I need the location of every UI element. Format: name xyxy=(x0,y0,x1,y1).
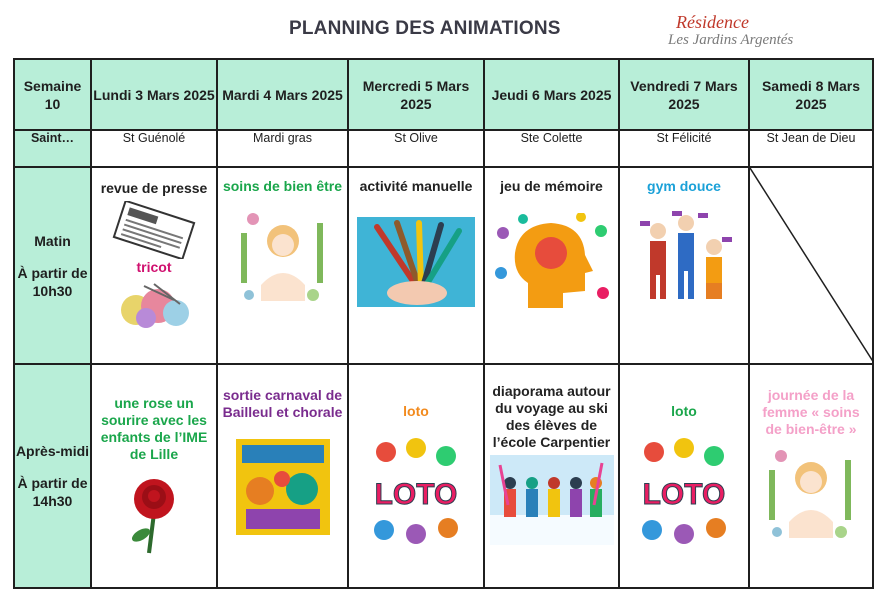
activity-cell-wednesday-am xyxy=(348,167,484,364)
spa-woman-icon xyxy=(765,440,857,544)
morning-label: Matin xyxy=(34,232,71,249)
saint-wednesday: St Olive xyxy=(348,130,484,167)
saint-friday: St Félicité xyxy=(619,130,749,167)
activity-cell-thursday-pm xyxy=(484,364,619,588)
activity-cell-thursday-am xyxy=(484,167,619,364)
activity-cell-saturday-pm xyxy=(749,364,873,588)
ski-kids-icon xyxy=(490,455,614,545)
activity-cell-wednesday-pm xyxy=(348,364,484,588)
activity-text: jeu de mémoire xyxy=(500,178,603,194)
activity-text: soins de bien être xyxy=(222,178,343,194)
page-title: PLANNING DES ANIMATIONS xyxy=(289,18,561,39)
activity-cell-tuesday-am xyxy=(217,167,348,364)
saint-monday: St Guénolé xyxy=(91,130,217,167)
red-rose-icon xyxy=(119,477,189,555)
saint-label: Saint… xyxy=(14,130,91,167)
logo-line-2: Les Jardins Argentés xyxy=(668,32,794,48)
diagonal-strike xyxy=(750,168,874,363)
activity-text: loto xyxy=(671,403,697,419)
carnival-poster-icon xyxy=(236,439,330,535)
activity-text: revue de presse xyxy=(100,180,208,196)
activity-text: loto xyxy=(403,403,429,419)
saint-saturday: St Jean de Dieu xyxy=(749,130,873,167)
day-header-saturday: Samedi 8 Mars 2025 xyxy=(749,59,873,130)
loto-balls-icon xyxy=(634,438,734,544)
day-header-wednesday: Mercredi 5 Mars 2025 xyxy=(348,59,484,130)
svg-text:LOTO: LOTO xyxy=(642,478,726,511)
loto-balls-icon xyxy=(366,438,466,544)
morning-label-cell xyxy=(14,167,91,364)
activity-text: gym douce xyxy=(647,178,721,194)
day-header-thursday: Jeudi 6 Mars 2025 xyxy=(484,59,619,130)
logo-line-1: Résidence xyxy=(676,12,749,32)
morning-time: À partir de 10h30 xyxy=(17,264,88,299)
activity-text: diaporama autour du voyage au ski des élèves de l’école Carpentier xyxy=(492,383,611,450)
saint-thursday: Ste Colette xyxy=(484,130,619,167)
brain-head-icon xyxy=(493,213,611,313)
activity-text: sortie carnaval de Bailleul et chorale xyxy=(222,387,343,420)
paintbrushes-icon xyxy=(357,217,475,307)
activity-cell-monday-am xyxy=(91,167,217,364)
day-header-monday: Lundi 3 Mars 2025 xyxy=(91,59,217,130)
empty-cell-saturday-am xyxy=(749,167,873,364)
afternoon-label: Après-midi xyxy=(15,443,90,459)
activity-cell-friday-pm xyxy=(619,364,749,588)
residence-logo xyxy=(668,12,848,56)
seniors-exercise-icon xyxy=(636,207,732,303)
activity-cell-monday-pm xyxy=(91,364,217,588)
day-header-friday: Vendredi 7 Mars 2025 xyxy=(619,59,749,130)
newspaper-icon xyxy=(106,201,202,259)
afternoon-label-cell xyxy=(14,364,91,588)
schedule-table xyxy=(13,58,874,589)
week-header: Semaine 10 xyxy=(14,59,91,130)
spa-woman-icon xyxy=(237,203,329,307)
svg-text:LOTO: LOTO xyxy=(374,478,458,511)
activity-text: activité manuelle xyxy=(359,178,473,194)
saint-tuesday: Mardi gras xyxy=(217,130,348,167)
day-header-tuesday: Mardi 4 Mars 2025 xyxy=(217,59,348,130)
activity-cell-tuesday-pm xyxy=(217,364,348,588)
activity-text-2: tricot xyxy=(136,259,172,275)
activity-text: une rose un sourire avec les enfants de l’IME de Lille xyxy=(100,395,208,462)
yarn-balls-icon xyxy=(114,282,194,328)
afternoon-time: À partir de 14h30 xyxy=(17,475,88,509)
activity-cell-friday-am xyxy=(619,167,749,364)
activity-text: journée de la femme « soins de bien-être » xyxy=(762,387,860,437)
